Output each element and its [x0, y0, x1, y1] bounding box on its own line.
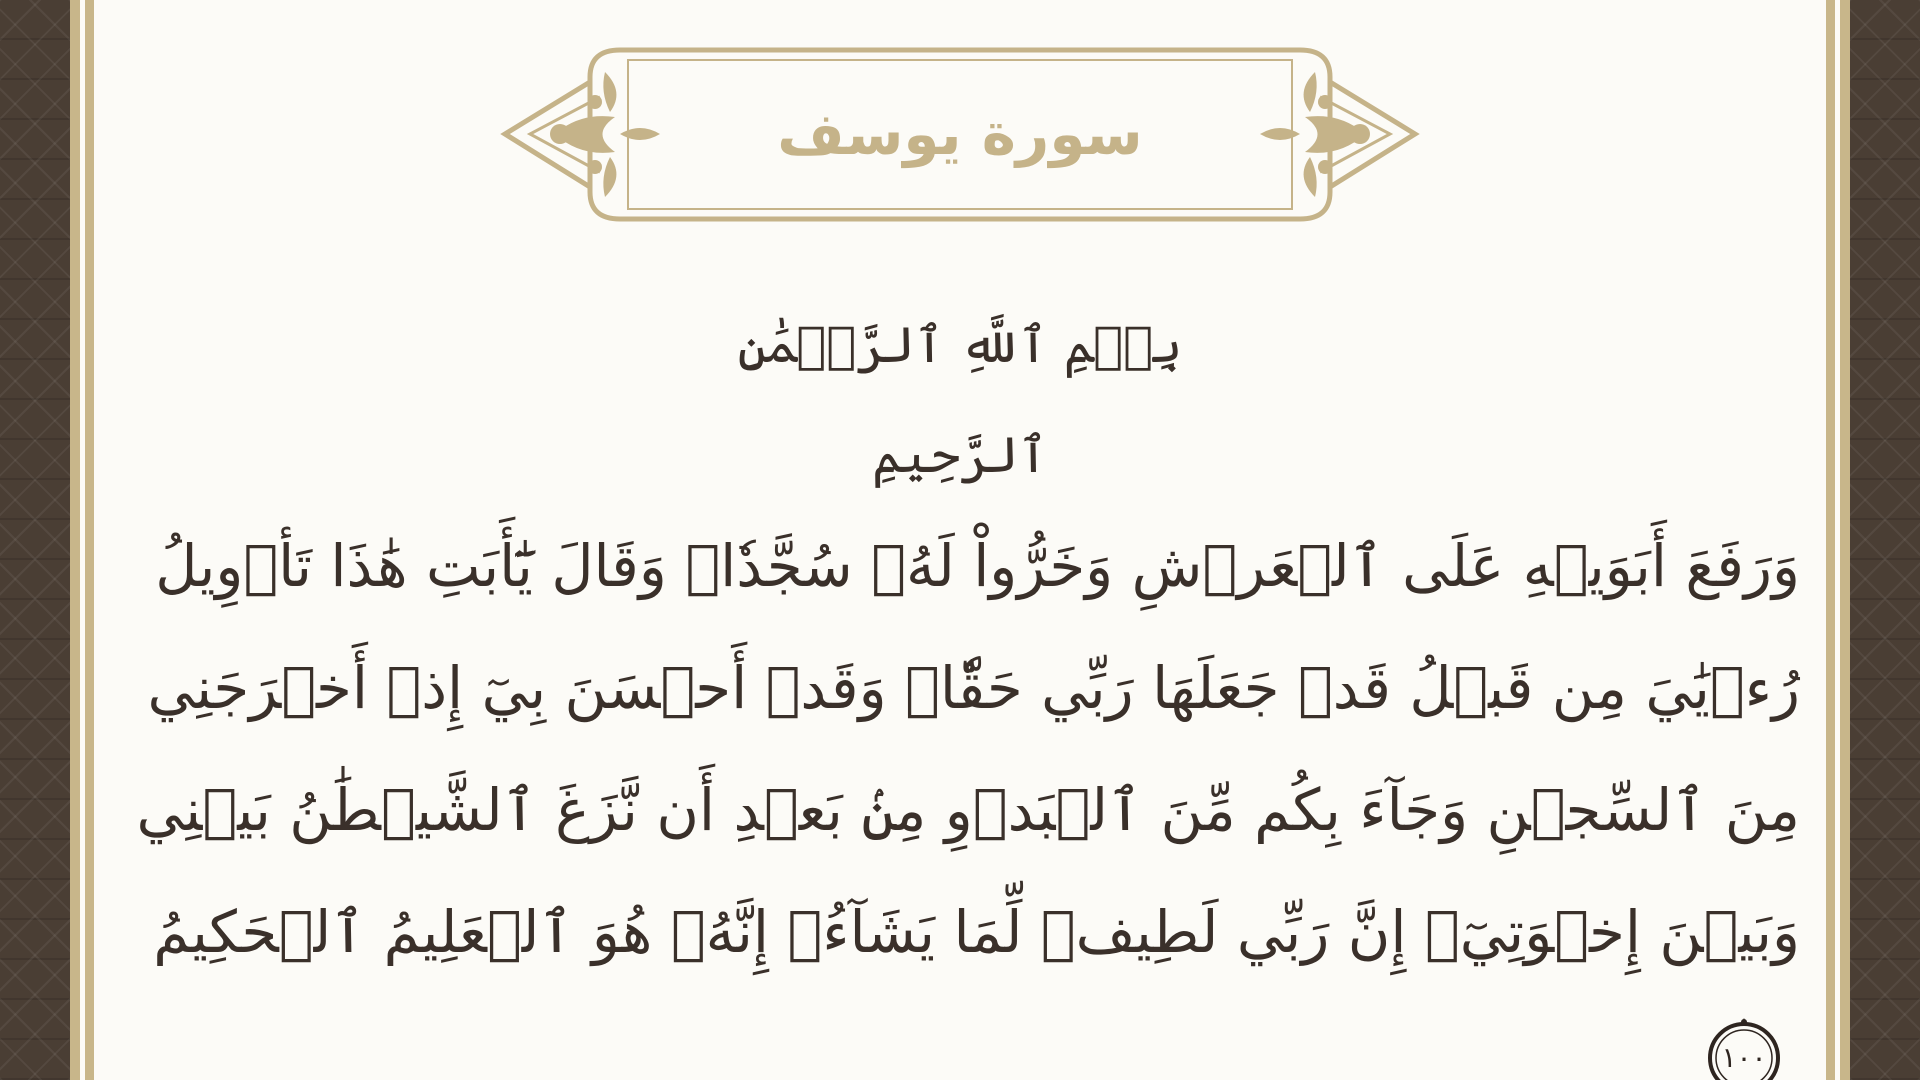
right-ornamental-border	[1850, 0, 1920, 1080]
verse-text: وَرَفَعَ أَبَوَيۡهِ عَلَى ٱلۡعَرۡشِ وَخَرُّواْ لَهُۥ سُجَّدٗاۖ وَقَالَ يَٰٓأَبَتِ هَٰذَا تَأۡوِيلُ رُءۡيَٰيَ مِن قَبۡلُ قَدۡ جَعَلَهَا رَبِّي حَقّٗاۖ وَقَدۡ أَحۡسَنَ بِيٓ إِذۡ أَخۡرَجَنِي مِنَ ٱلسِّجۡنِ وَجَآءَ بِكُم مِّنَ ٱلۡبَدۡوِ مِنۢ بَعۡدِ أَن نَّزَغَ ٱلشَّيۡطَٰنُ بَيۡنِي وَبَيۡنَ إِخۡوَتِيٓۚ إِنَّ رَبِّي لَطِيفٞ لِّمَا يَشَآءُۚ إِنَّهُۥ هُوَ ٱلۡعَلِيمُ ٱلۡحَكِيمُ	[136, 532, 1800, 966]
surah-header-frame	[500, 42, 1420, 227]
right-gold-rule	[1840, 0, 1850, 1080]
verse-block	[100, 505, 1800, 1080]
left-gold-rule-inner	[85, 0, 94, 1080]
basmala-calligraphy: بِسۡمِ ٱللَّهِ ٱلرَّحۡمَٰنِ ٱلرَّحِيمِ	[737, 316, 1183, 484]
ayah-end-marker	[1702, 1016, 1786, 1080]
ayah-number: ١٠٠	[1721, 1040, 1767, 1074]
left-ornamental-border	[0, 0, 70, 1080]
left-gold-rule	[70, 0, 80, 1080]
surah-title: سورة يوسف	[777, 100, 1143, 168]
right-gold-rule-inner	[1826, 0, 1835, 1080]
